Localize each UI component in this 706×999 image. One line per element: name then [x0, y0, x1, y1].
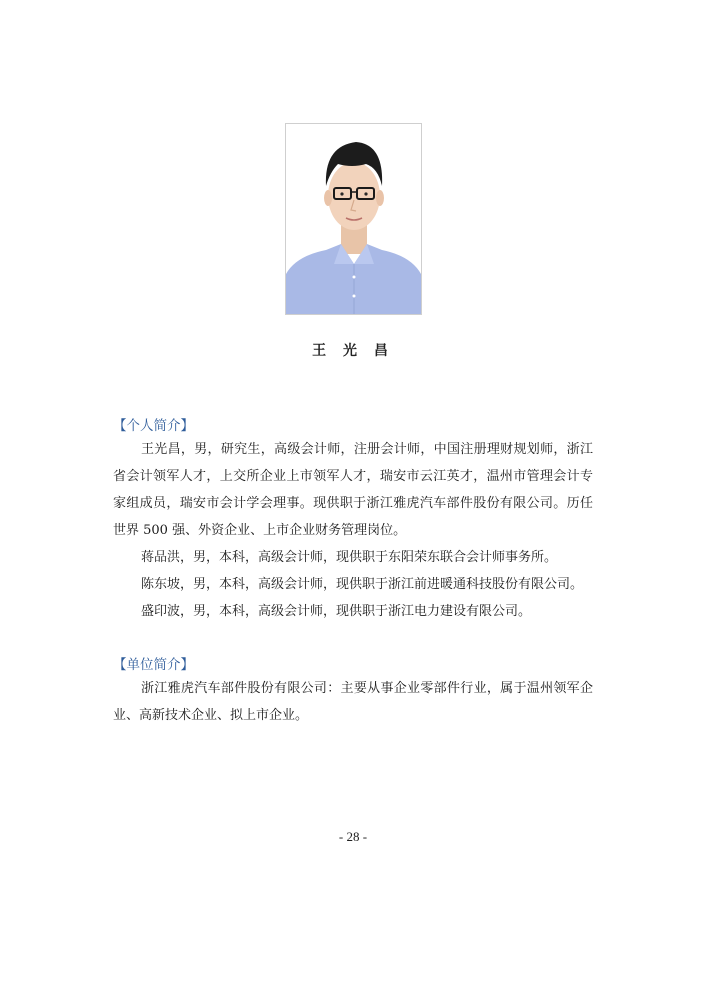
page-number: - 28 - — [338, 829, 368, 844]
unit-intro-heading: 【单位简介】 — [113, 657, 194, 673]
personal-intro-paragraph: 王光昌，男，研究生，高级会计师，注册会计师，中国注册理财规划师，浙江省会计领军人才，上交所企业上市领军人才，瑞安市云江英才，温州市管理会计专家组成员，瑞安市会计学会理事。现供职于浙江雅虎汽车部件股份有限公司。历任世界 500 强、外资企业、上市企业财务管理岗位。 — [113, 442, 593, 538]
person-name: 王 光 昌 — [312, 343, 394, 359]
unit-intro-paragraph: 浙江雅虎汽车部件股份有限公司：主要从事企业零部件行业，属于温州领军企业、高新技术企业、拟上市企业。 — [113, 681, 593, 723]
member-line: 陈东坡，男，本科，高级会计师，现供职于浙江前进暖通科技股份有限公司。 — [141, 577, 584, 592]
member-line: 蒋品洪，男，本科，高级会计师，现供职于东阳荣东联合会计师事务所。 — [141, 550, 558, 565]
personal-intro-heading: 【个人简介】 — [113, 418, 194, 434]
member-line: 盛印波，男，本科，高级会计师，现供职于浙江电力建设有限公司。 — [141, 604, 532, 619]
portrait-photo — [285, 123, 422, 315]
portrait-illustration — [286, 124, 421, 314]
